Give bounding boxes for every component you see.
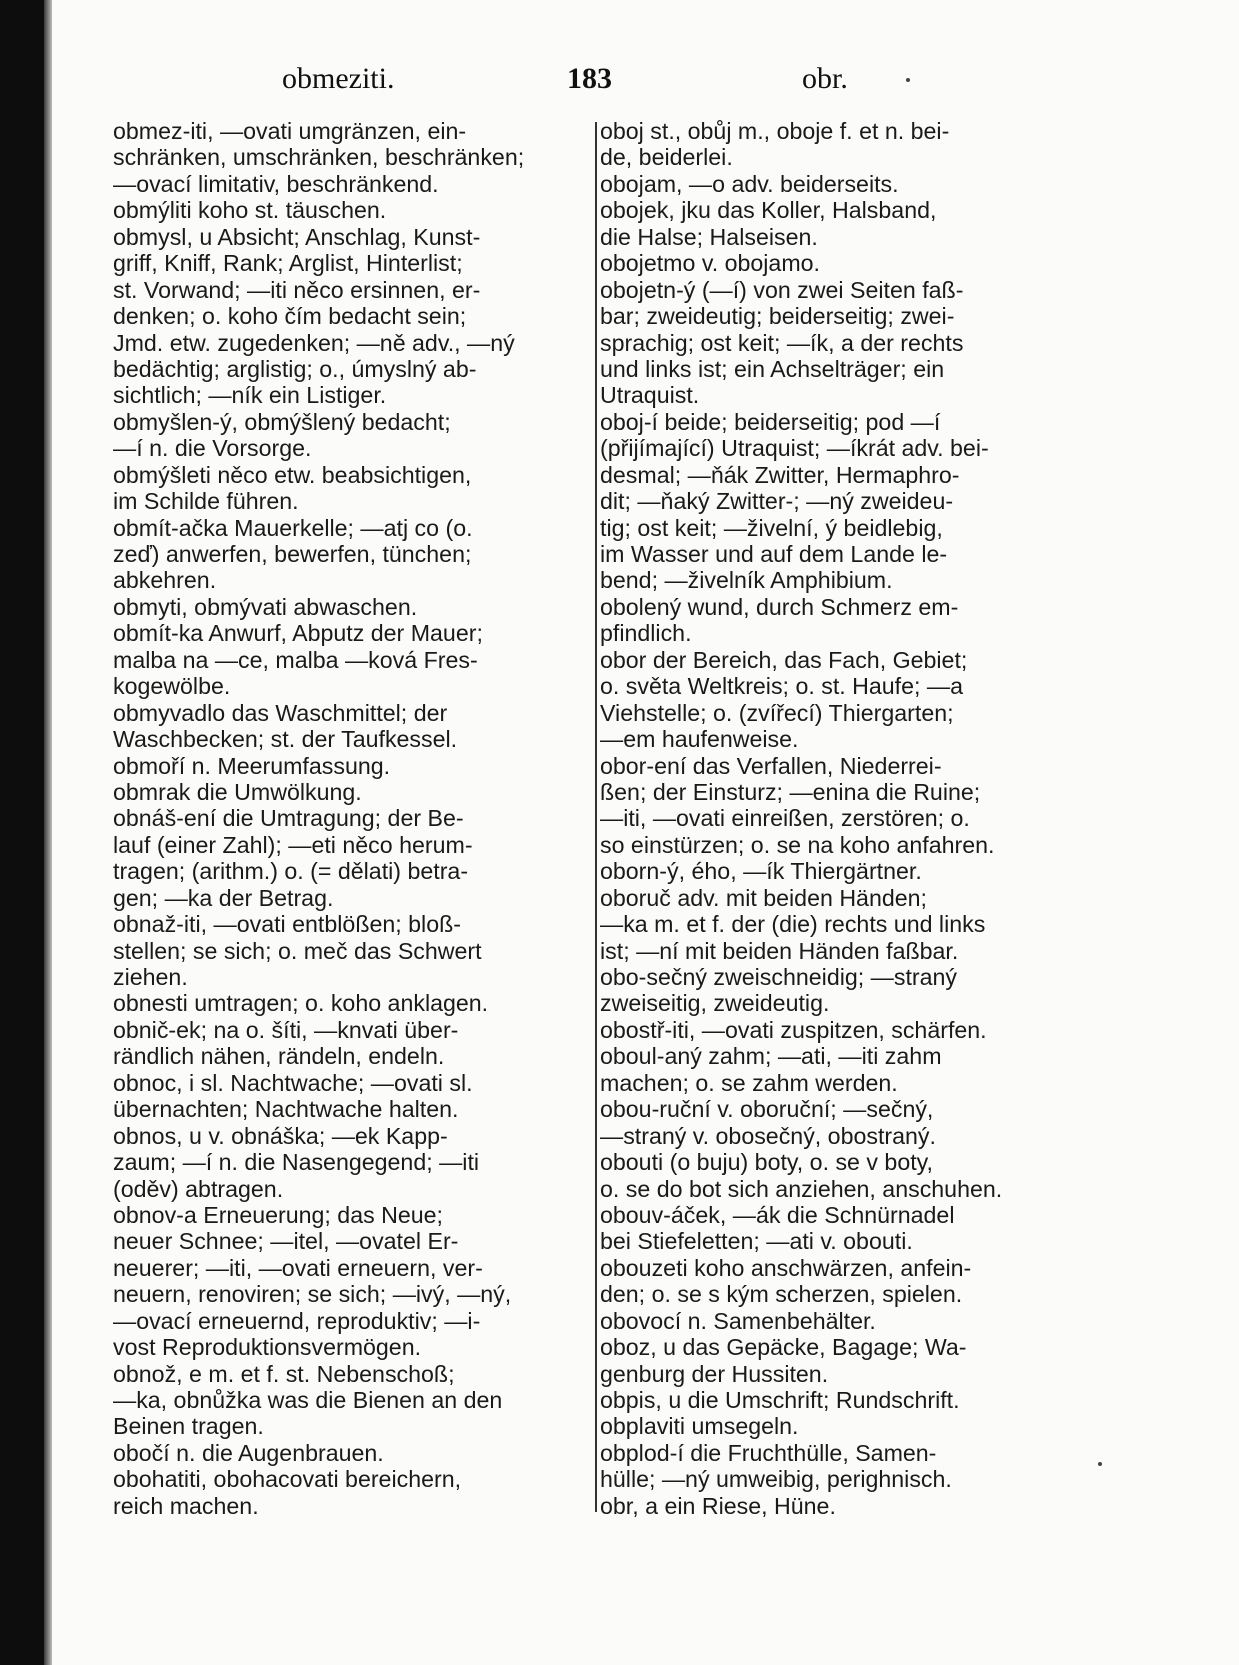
dictionary-line: obmít-ačka Mauerkelle; —atj co (o. — [113, 514, 473, 541]
dictionary-line: bend; —živelník Amphibium. — [600, 567, 893, 594]
dictionary-line: dit; —ňaký Zwitter-; —ný zweideu- — [600, 488, 954, 515]
dictionary-line: den; o. se s kým scherzen, spielen. — [600, 1281, 963, 1308]
dictionary-line: malba na —ce, malba —ková Fres- — [113, 646, 478, 673]
dictionary-line: stellen; se sich; o. meč das Schwert — [113, 937, 482, 964]
dictionary-line: bar; zweideutig; beiderseitig; zwei- — [600, 303, 955, 330]
dictionary-line: obmrak die Umwölkung. — [113, 778, 362, 805]
dictionary-line: obmyti, obmývati abwaschen. — [113, 593, 418, 620]
dictionary-line: oborn-ý, ého, —ík Thiergärtner. — [600, 858, 922, 885]
dictionary-line: genburg der Hussiten. — [600, 1360, 829, 1387]
dictionary-line: obor der Bereich, das Fach, Gebiet; — [600, 646, 968, 673]
page-number: 183 — [567, 62, 612, 95]
dictionary-line: obr, a ein Riese, Hüne. — [600, 1492, 836, 1519]
dictionary-line: obmyšlen-ý, obmýšlený bedacht; — [113, 408, 451, 435]
dictionary-line: obnesti umtragen; o. koho anklagen. — [113, 990, 489, 1017]
dictionary-line: obnos, u v. obnáška; —ek Kapp- — [113, 1122, 448, 1149]
dictionary-line: vost Reproduktionsvermögen. — [113, 1334, 422, 1361]
dictionary-line: obmýliti koho st. täuschen. — [113, 197, 387, 224]
dictionary-line: obovocí n. Samenbehälter. — [600, 1307, 876, 1334]
dictionary-line: obplaviti umsegeln. — [600, 1413, 799, 1440]
dictionary-line: pfindlich. — [600, 620, 692, 647]
dictionary-line: griff, Kniff, Rank; Arglist, Hinterlist; — [113, 250, 463, 277]
dictionary-line: oboj st., obůj m., oboje f. et n. bei- — [600, 118, 950, 144]
dictionary-line: obostř-iti, —ovati zuspitzen, schärfen. — [600, 1016, 987, 1043]
dictionary-line: obolený wund, durch Schmerz em- — [600, 593, 959, 620]
dictionary-line: obmít-ka Anwurf, Abputz der Mauer; — [113, 620, 483, 647]
dictionary-line: —ovací erneuernd, reproduktiv; —i- — [113, 1307, 481, 1334]
dictionary-line: Jmd. etw. zugedenken; —ně adv., —ný — [113, 329, 515, 356]
dictionary-line: so einstürzen; o. se na koho anfahren. — [600, 831, 995, 858]
dictionary-line: kogewölbe. — [113, 673, 231, 700]
header-right-guideword: obr. — [802, 62, 848, 95]
dictionary-line: neuerer; —iti, —ovati erneuern, ver- — [113, 1254, 483, 1281]
dictionary-line: oboj-í beide; beiderseitig; pod —í — [600, 408, 941, 435]
dictionary-line: obnož, e m. et f. st. Nebenschoß; — [113, 1360, 455, 1387]
dictionary-line: oboul-aný zahm; —ati, —iti zahm — [600, 1043, 942, 1070]
dictionary-line: sichtlich; —ník ein Listiger. — [113, 382, 387, 409]
dictionary-line: obojam, —o adv. beiderseits. — [600, 170, 899, 197]
column-divider — [595, 122, 597, 1512]
dictionary-line: obo-sečný zweischneidig; —straný — [600, 964, 957, 990]
dictionary-line: denken; o. koho čím bedacht sein; — [113, 303, 467, 330]
scan-speck — [1098, 1462, 1102, 1466]
dictionary-line: obnáš-ení die Umtragung; der Be- — [113, 805, 464, 832]
dictionary-line: rändlich nähen, rändeln, endeln. — [113, 1043, 445, 1070]
dictionary-line: hülle; —ný umweibig, perighnisch. — [600, 1466, 952, 1493]
dictionary-line: obmyvadlo das Waschmittel; der — [113, 699, 448, 726]
dictionary-line: sprachig; ost keit; —ík, a der rechts — [600, 329, 964, 356]
dictionary-line: neuern, renoviren; se sich; —ivý, —ný, — [113, 1281, 512, 1308]
dictionary-line: reich machen. — [113, 1492, 259, 1519]
right-column — [600, 118, 1078, 1519]
dictionary-line: obojetmo v. obojamo. — [600, 250, 820, 277]
dictionary-line: obplod-í die Fruchthülle, Samen- — [600, 1439, 937, 1466]
dictionary-line: machen; o. se zahm werden. — [600, 1069, 898, 1096]
dictionary-line: obou-ruční v. oboruční; —sečný, — [600, 1096, 934, 1123]
dictionary-line: im Schilde führen. — [113, 488, 299, 515]
dictionary-line: obmez-iti, —ovati umgränzen, ein- — [113, 118, 467, 144]
dictionary-line: oboruč adv. mit beiden Händen; — [600, 884, 927, 911]
dictionary-line: oboz, u das Gepäcke, Bagage; Wa- — [600, 1334, 967, 1361]
dictionary-line: gen; —ka der Betrag. — [113, 884, 334, 911]
dictionary-line: (oděv) abtragen. — [113, 1175, 284, 1202]
dictionary-line: bei Stiefeletten; —ati v. obouti. — [600, 1228, 913, 1255]
dictionary-line: st. Vorwand; —iti něco ersinnen, er- — [113, 276, 481, 303]
dictionary-line: abkehren. — [113, 567, 217, 594]
dictionary-line: —iti, —ovati einreißen, zerstören; o. — [600, 805, 970, 832]
dictionary-line: zweiseitig, zweideutig. — [600, 990, 830, 1017]
left-column — [113, 118, 591, 1519]
dictionary-line: Beinen tragen. — [113, 1413, 264, 1440]
dictionary-line: tragen; (arithm.) o. (= dělati) betra- — [113, 858, 469, 885]
dictionary-line: obmoří n. Meerumfassung. — [113, 752, 391, 779]
page-header — [52, 62, 1239, 102]
dictionary-line: o. se do bot sich anziehen, anschuhen. — [600, 1175, 1003, 1202]
dictionary-line: obouv-áček, —ák die Schnürnadel — [600, 1201, 955, 1228]
dictionary-line: (přijímající) Utraquist; —íkrát adv. bei- — [600, 435, 989, 462]
scan-edge — [0, 0, 44, 1665]
dictionary-line: obojetn-ý (—í) von zwei Seiten faß- — [600, 276, 964, 303]
dictionary-line: zaum; —í n. die Nasengegend; —iti — [113, 1149, 480, 1176]
dictionary-line: obor-ení das Verfallen, Niederrei- — [600, 752, 942, 779]
dictionary-line: —ovací limitativ, beschränkend. — [113, 170, 439, 197]
dictionary-line: obohatiti, obohacovati bereichern, — [113, 1466, 462, 1493]
dictionary-line: die Halse; Halseisen. — [600, 223, 818, 250]
dictionary-line: obouti (o buju) boty, o. se v boty, — [600, 1149, 933, 1176]
dictionary-line: obouzeti koho anschwärzen, anfein- — [600, 1254, 972, 1281]
dictionary-line: tig; ost keit; —živelní, ý beidlebig, — [600, 514, 943, 541]
dictionary-line: —ka m. et f. der (die) rechts und links — [600, 911, 986, 938]
dictionary-line: Utraquist. — [600, 382, 700, 409]
dictionary-line: ßen; der Einsturz; —enina die Ruine; — [600, 778, 981, 805]
dictionary-line: übernachten; Nachtwache halten. — [113, 1096, 459, 1123]
dictionary-line: Waschbecken; st. der Taufkessel. — [113, 726, 458, 753]
dictionary-line: obnič-ek; na o. šíti, —knvati über- — [113, 1016, 459, 1043]
header-left-guideword: obmeziti. — [282, 62, 395, 95]
dictionary-line: obmysl, u Absicht; Anschlag, Kunst- — [113, 223, 481, 250]
dictionary-line: o. světa Weltkreis; o. st. Haufe; —a — [600, 673, 963, 700]
dictionary-line: obojek, jku das Koller, Halsband, — [600, 197, 937, 224]
dictionary-line: im Wasser und auf dem Lande le- — [600, 541, 948, 567]
dictionary-line: —í n. die Vorsorge. — [113, 435, 312, 462]
dictionary-line: ziehen. — [113, 964, 188, 990]
dictionary-line: obnaž-iti, —ovati entblößen; bloß- — [113, 911, 461, 938]
dictionary-line: lauf (einer Zahl); —eti něco herum- — [113, 831, 473, 858]
dictionary-line: ist; —ní mit beiden Händen faßbar. — [600, 937, 959, 964]
dictionary-line: bedächtig; arglistig; o., úmyslný ab- — [113, 355, 477, 382]
scan-speck — [906, 78, 910, 82]
dictionary-line: schränken, umschränken, beschränken; — [113, 144, 525, 171]
dictionary-line: obnoc, i sl. Nachtwache; —ovati sl. — [113, 1069, 473, 1096]
dictionary-line: obnov-a Erneuerung; das Neue; — [113, 1201, 444, 1228]
dictionary-line: de, beiderlei. — [600, 144, 733, 171]
dictionary-line: und links ist; ein Achselträger; ein — [600, 355, 945, 382]
dictionary-line: —em haufenweise. — [600, 726, 799, 753]
dictionary-line: zeď) anwerfen, bewerfen, tünchen; — [113, 541, 472, 567]
dictionary-line: desmal; —ňák Zwitter, Hermaphro- — [600, 461, 960, 488]
dictionary-line: —ka, obnůžka was die Bienen an den — [113, 1387, 503, 1413]
dictionary-line: neuer Schnee; —itel, —ovatel Er- — [113, 1228, 459, 1255]
dictionary-line: obočí n. die Augenbrauen. — [113, 1439, 384, 1466]
dictionary-line: obmýšleti něco etw. beabsichtigen, — [113, 461, 472, 488]
dictionary-line: Viehstelle; o. (zvířecí) Thiergarten; — [600, 699, 954, 726]
scan-edge-shadow — [44, 0, 52, 1665]
dictionary-line: obpis, u die Umschrift; Rundschrift. — [600, 1387, 960, 1413]
dictionary-line: —straný v. obosečný, obostraný. — [600, 1122, 936, 1149]
